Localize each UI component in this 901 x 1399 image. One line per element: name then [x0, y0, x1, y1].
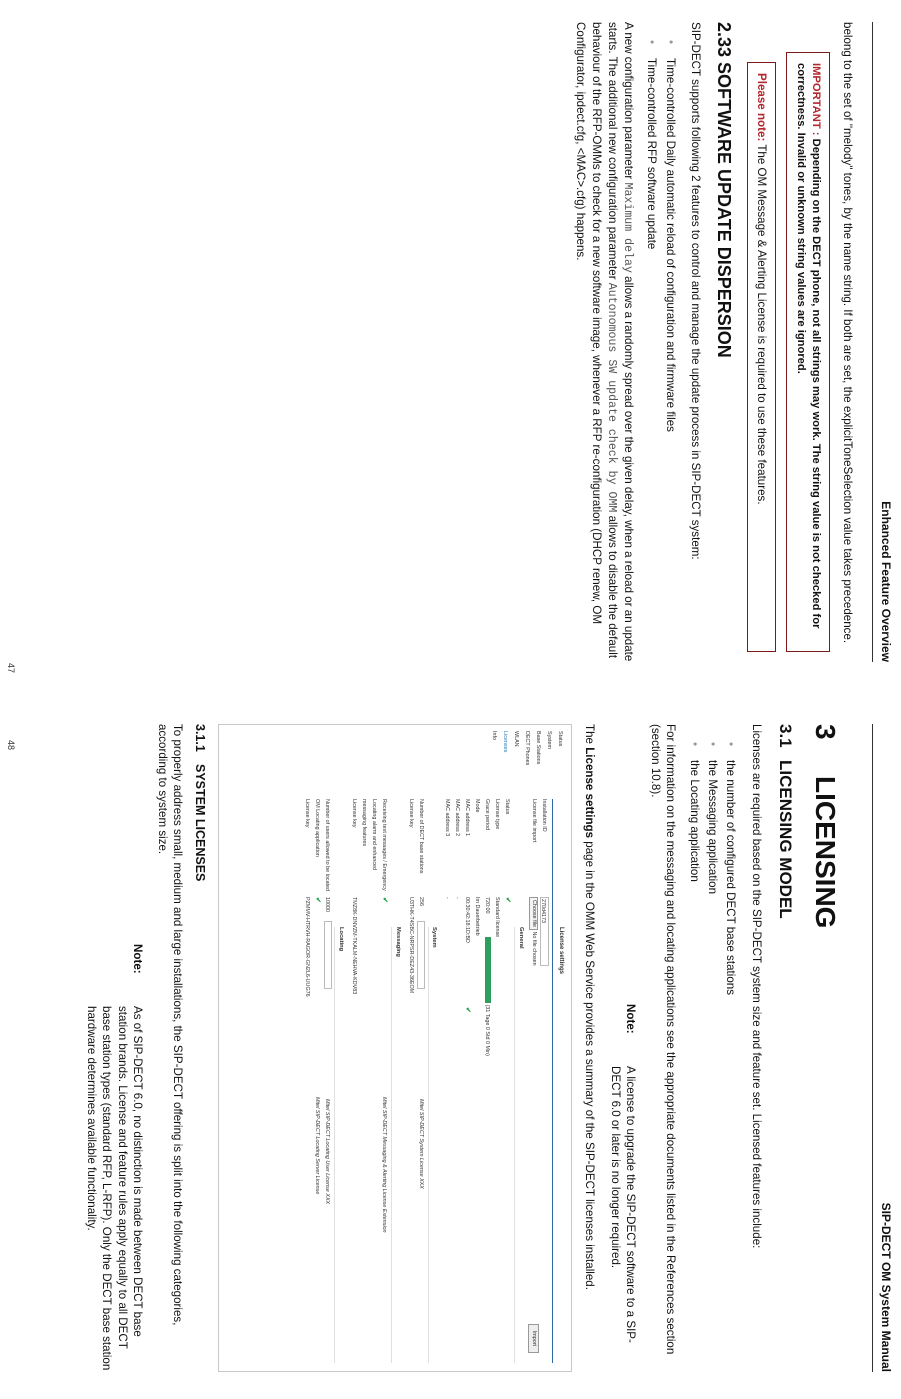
no-file-text: No file chosen — [531, 931, 538, 966]
general-row — [502, 799, 512, 1363]
locating-row — [322, 799, 332, 1363]
system-heading: System — [428, 927, 438, 1363]
row-key: Grace period — [484, 799, 491, 831]
section-number: 3.1 — [776, 724, 796, 748]
page-header: SIP-DECT OM System Manual — [872, 724, 893, 1372]
row-key: Number of DECT base stations — [417, 799, 424, 874]
note-text: The OM Message & Alerting License is required to use these features. — [755, 144, 769, 505]
note-2 — [84, 944, 145, 1372]
note-text: As of SIP-DECT 6.0, no distinction is made between DECT base station brands. License and feature rules apply equally to all DECT base station types (standard RFP, L-RFP). Only the DECT base station hardware determines available functionality. — [84, 1006, 144, 1371]
choose-file-button[interactable]: Choose file — [529, 897, 538, 930]
intro-paragraph: Licenses are required based on the SIP-DECT system size and feature set. Licensed features include: — [749, 724, 763, 1249]
check-icon: ✔ — [464, 1007, 472, 1013]
general-row — [442, 799, 452, 1363]
section-title: 2.33 SOFTWARE UPDATE DISPERSION — [713, 22, 734, 358]
nav-item-dect-phones[interactable]: DECT Phones — [523, 731, 530, 766]
important-text: Depending on the DECT phone, not all strings may work. The string value is not checked for correctness. Invalid or unknown string values are ignored. — [794, 63, 822, 629]
import-button[interactable]: Import — [528, 1324, 539, 1353]
row-value: PZMMV-HTRVH-RAGOR-GN2L6-UUG76 — [304, 897, 311, 997]
row-value: - — [444, 897, 451, 899]
important-box — [786, 52, 830, 652]
messaging-row — [369, 799, 379, 1363]
code-autonomous-sw-update: Autonomous SW update check by OMM — [604, 282, 618, 513]
row-value: Im Dauerbetrieb — [474, 897, 481, 936]
text-run: allows to disable the default behaviour of the RFP-OMMs to check for a new software image, whenever a RFP re-configuration (DHCP renew, OM Configurator, ipdect.cfg, <MAC>.cfg) happens. — [574, 22, 619, 659]
row-key: OM Locating application — [314, 799, 321, 857]
list-item: • the Locating application — [686, 760, 701, 1372]
row-value — [359, 897, 369, 1363]
row-value — [369, 897, 379, 1363]
row-key: License key — [304, 799, 311, 828]
license-settings-screenshot — [218, 724, 572, 1372]
nav-item-status[interactable]: Status — [556, 731, 563, 747]
system-row — [416, 799, 426, 1363]
row-key: MAC address 3 — [444, 799, 451, 837]
section-title — [774, 724, 796, 1372]
row-key: Installation ID — [541, 799, 548, 832]
subsection-title-text: SYSTEM LICENSES — [192, 764, 207, 882]
note-label: Note: — [623, 1004, 637, 1034]
subsection-number: 3.1.1 — [192, 724, 207, 752]
list-item: • Time-controlled Daily automatic reload of configuration and firmware files — [663, 58, 678, 662]
list-item: • the number of configured DECT base stations — [723, 760, 738, 1372]
row-key: Receiving text messages / Emergency — [381, 799, 388, 891]
general-row — [492, 799, 502, 1363]
section-title-text: LICENSING MODEL — [776, 760, 796, 919]
paragraph-1: For information on the messaging and locating applications see the appropriate documents listed in the References section (section 10.8). — [649, 724, 678, 1355]
nav-item-system[interactable]: System — [545, 731, 552, 749]
row-value: Standard license — [494, 897, 501, 938]
paragraph-2 — [582, 724, 597, 1372]
text-run: A new configuration parameter — [622, 22, 636, 183]
row-value: TMZ8K-DNVZM-TKALM-NEHVA-KDV83 — [351, 897, 358, 995]
row-key: Status — [504, 799, 511, 815]
row-installation-id — [539, 799, 549, 1363]
note-label: Please note: — [755, 73, 769, 142]
row-key: MAC address 1 — [464, 799, 471, 837]
bold-term: License settings — [583, 747, 597, 839]
row-key: Locating alarm and enhanced — [371, 799, 378, 871]
license-link[interactable]: Mitel SIP-DECT Messaging & Alerting License Extension — [381, 1097, 388, 1233]
row-value: 10000 — [324, 897, 331, 912]
messaging-row — [349, 799, 359, 1363]
note-box — [747, 62, 776, 652]
locating-heading: Locating — [334, 927, 344, 1363]
intro-paragraph: belong to the set of "melody" tones, by the name string. If both are set, the explicitToneSelection value takes precedence. — [841, 22, 854, 644]
page-body — [74, 724, 855, 1372]
license-link[interactable]: Mitel SIP-DECT Locating User License XXX — [324, 1099, 331, 1205]
row-value: U3THK-T4SBC-NRPSR-DEZ43-36EOM — [407, 897, 414, 994]
nav-item-licenses[interactable]: Licenses — [501, 731, 508, 753]
page-number: 47 — [6, 662, 16, 673]
messaging-row — [359, 799, 369, 1363]
list-item: • the Messaging application — [705, 760, 720, 1372]
page-number: 48 — [6, 740, 16, 751]
installation-id-field: 270d4173 — [540, 897, 549, 966]
messaging-row — [379, 799, 389, 1363]
subsection-title — [191, 724, 208, 1372]
screenshot-main — [302, 799, 566, 1363]
row-extra: (31 Tage 0 Std 0 Min) — [484, 1004, 491, 1056]
list-item: • Time-controlled RFP software update — [644, 58, 659, 662]
screenshot-nav — [488, 731, 565, 789]
check-icon: ✔ — [314, 897, 322, 903]
screenshot-title: License settings — [552, 799, 567, 1363]
row-key: Mode — [474, 799, 481, 813]
general-row — [452, 799, 462, 1363]
nav-item-wlan[interactable]: WLAN — [512, 731, 519, 747]
page-header: Enhanced Feature Overview — [872, 22, 893, 662]
paragraph-2 — [573, 22, 636, 662]
text-run: allows a randomly spread over the given delay, when a reload or an update starts. The additional new configuration parameter — [605, 22, 636, 662]
page-48 — [0, 700, 901, 1399]
general-row — [472, 799, 482, 1363]
paragraph-1: SIP-DECT supports following 2 features to control and manage the update process in SIP-DECT system: — [689, 22, 703, 560]
chapter-title-text: LICENSING — [810, 776, 841, 929]
general-row — [462, 799, 472, 1363]
check-icon: ✔ — [504, 897, 512, 903]
grace-period-bar — [485, 937, 491, 1003]
note-1 — [607, 1004, 638, 1372]
locating-user-bar — [324, 921, 332, 989]
row-value: - — [454, 897, 461, 899]
important-label: IMPORTANT : — [809, 63, 822, 136]
nav-item-info[interactable]: Info — [490, 731, 497, 740]
note-label: Note: — [130, 944, 144, 974]
row-value: 00:30:42:18:1D:BD — [464, 897, 471, 943]
row-license-file — [529, 799, 539, 1363]
page-body — [563, 22, 855, 662]
chapter-number: 3 — [810, 724, 841, 740]
bullet-list — [644, 22, 678, 662]
page-47 — [0, 0, 901, 699]
general-heading: General — [514, 927, 524, 1363]
license-link[interactable]: Mitel SIP-DECT System License XXX — [417, 1099, 424, 1189]
row-key: messaging features — [361, 799, 368, 847]
locating-row — [312, 799, 322, 1363]
row-value: 720:00 — [484, 897, 491, 914]
row-key: MAC address 2 — [454, 799, 461, 837]
messaging-heading: Messaging — [391, 927, 401, 1363]
note-text: A license to upgrade the SIP-DECT software to a SIP-DECT 6.0 or later is no longer required. — [608, 1066, 637, 1343]
row-key: Number of users allowed to be located — [324, 799, 331, 891]
locating-row — [302, 799, 312, 1363]
bullet-list — [686, 724, 738, 1372]
base-station-bar — [417, 921, 425, 989]
text-run: page in the OMM Web Service provides a summary of the SIP-DECT licenses installed. — [583, 838, 597, 1290]
row-key: License key — [351, 799, 358, 828]
text-run: The — [583, 724, 597, 748]
row-key: License type — [494, 799, 501, 830]
check-icon: ✔ — [381, 897, 389, 903]
nav-item-base-stations[interactable]: Base Stations — [534, 731, 541, 765]
row-key: License file import — [531, 799, 538, 843]
row-key: License key — [407, 799, 414, 828]
row-value: 256 — [417, 897, 424, 906]
paragraph-3: To properly address small, medium and large installations, the SIP-DECT offering is split into the following categories, according to system size. — [156, 724, 185, 1326]
license-link[interactable]: Mitel SIP-DECT Locating Server License — [314, 1097, 321, 1195]
chapter-title — [806, 724, 843, 1372]
general-row — [482, 799, 492, 1363]
system-row — [406, 799, 416, 1363]
code-maximum-delay: Maximum delay — [621, 182, 635, 273]
